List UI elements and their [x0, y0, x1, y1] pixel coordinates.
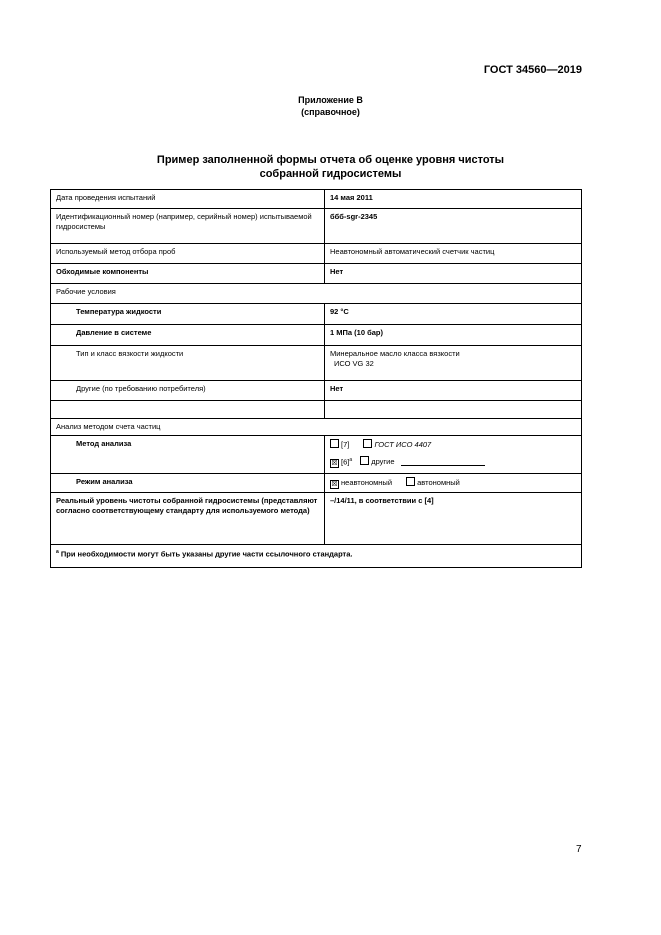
method-option-other[interactable]	[360, 456, 394, 467]
page-number: 7	[576, 844, 582, 855]
table-row	[51, 381, 582, 401]
annex-title: Приложение В	[298, 95, 363, 105]
analysis-heading: Анализ методом счета частиц	[51, 419, 582, 436]
mode-option-offline[interactable]	[406, 477, 460, 488]
table-row	[51, 436, 582, 474]
method-label: Метод анализа	[51, 436, 325, 474]
document-code: ГОСТ 34560—2019	[483, 64, 582, 76]
conditions-heading: Рабочие условия	[51, 284, 582, 304]
footnote	[51, 545, 582, 568]
mode-options	[325, 474, 582, 493]
test-date-value: 14 мая 2011	[325, 190, 582, 209]
method-option-gost-label: ГОСТ ИСО 4407	[374, 440, 432, 449]
method-option-6[interactable]	[330, 456, 352, 469]
sampling-label: Используемый метод отбора проб	[51, 244, 325, 264]
footnote-mark: а	[56, 549, 59, 555]
test-date-label: Дата проведения испытаний	[51, 190, 325, 209]
mode-option-offline-label: автономный	[417, 478, 460, 487]
table-row	[51, 304, 582, 325]
checkbox-empty-icon[interactable]	[330, 439, 339, 448]
fluid-temp-value: 92 °С	[325, 304, 582, 325]
table-row	[51, 401, 582, 419]
table-row	[51, 545, 582, 568]
fluid-type-value-line2: ИСО VG 32	[334, 358, 374, 368]
table-row	[51, 346, 582, 381]
method-options	[325, 436, 582, 474]
other-value: Нет	[325, 381, 582, 401]
bypass-label: Обходимые компоненты	[51, 264, 325, 284]
sampling-value: Неавтономный автоматический счетчик частиц	[325, 244, 582, 264]
fluid-type-label: Тип и класс вязкости жидкости	[51, 346, 325, 381]
form-title-line1: Пример заполненной формы отчета об оценке уровня чистоты	[156, 154, 505, 166]
method-option-6-label: [6]	[341, 457, 350, 466]
checkbox-empty-icon[interactable]	[406, 477, 415, 486]
system-id-label: Идентификационный номер (например, серийный номер) испытываемой гидросистемы	[51, 209, 325, 244]
checkbox-empty-icon[interactable]	[360, 456, 369, 465]
table-row	[51, 244, 582, 264]
annex-heading	[0, 94, 661, 118]
checkbox-empty-icon[interactable]	[363, 439, 372, 448]
table-row	[51, 190, 582, 209]
checkbox-checked-icon[interactable]: ☒	[331, 481, 338, 488]
empty-cell	[325, 401, 582, 419]
system-id-value: ббб-sgr-2345	[325, 209, 582, 244]
cleanliness-label: Реальный уровень чистоты собранной гидросистемы (представляют согласно соответствующему стандарту для используемого метода)	[51, 493, 325, 545]
table-row	[51, 474, 582, 493]
pressure-value: 1 МПа (10 бар)	[325, 325, 582, 346]
checkbox-checked-icon[interactable]: ☒	[331, 460, 338, 467]
mode-option-online[interactable]	[330, 478, 392, 489]
fluid-type-value	[325, 346, 582, 381]
fluid-type-value-line1: Минеральное масло класса вязкости	[330, 349, 460, 358]
table-row	[51, 284, 582, 304]
method-option-7-label: [7]	[341, 440, 350, 449]
form-title	[0, 153, 661, 181]
bypass-value: Нет	[325, 264, 582, 284]
form-title-line2: собранной гидросистемы	[259, 168, 402, 180]
table-row	[51, 264, 582, 284]
fluid-temp-label: Температура жидкости	[51, 304, 325, 325]
empty-cell	[51, 401, 325, 419]
report-form-table	[50, 189, 582, 568]
other-label: Другие (по требованию потребителя)	[51, 381, 325, 401]
annex-subtitle: (справочное)	[301, 107, 360, 117]
other-method-input[interactable]	[401, 457, 485, 466]
table-row	[51, 209, 582, 244]
mode-option-online-label: неавтономный	[341, 478, 393, 487]
table-row	[51, 493, 582, 545]
footnote-ref: а	[349, 456, 353, 463]
cleanliness-value: –/14/11, в соответствии с [4]	[325, 493, 582, 545]
method-option-gost[interactable]	[363, 439, 431, 450]
table-row	[51, 419, 582, 436]
footnote-text: При необходимости могут быть указаны другие части ссылочного стандарта.	[60, 549, 353, 559]
mode-label: Режим анализа	[51, 474, 325, 493]
pressure-label: Давление в системе	[51, 325, 325, 346]
table-row	[51, 325, 582, 346]
method-option-other-label: другие	[371, 457, 395, 466]
method-option-7[interactable]	[330, 439, 349, 450]
